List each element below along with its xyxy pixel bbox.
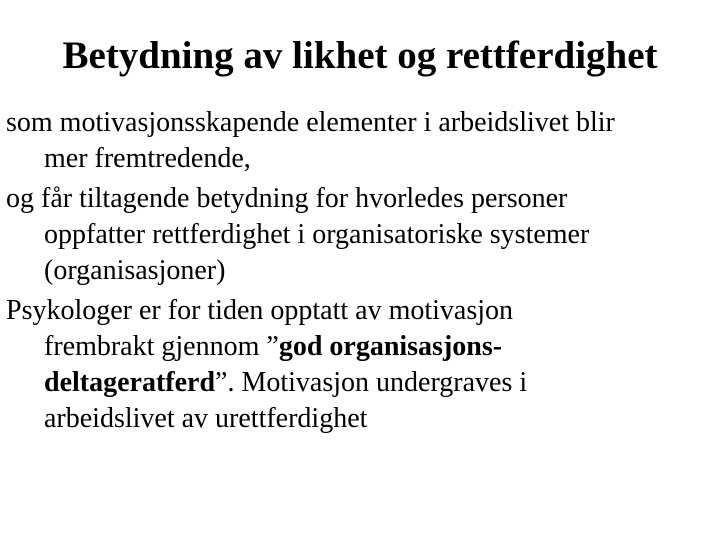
paragraph-3-suffix: ”. Motivasjon undergraves i	[215, 367, 528, 398]
paragraph-psychologists	[6, 293, 716, 437]
paragraph-1-line-2: mer fremtredende,	[44, 143, 251, 174]
paragraph-3-line-1: Psykologer er for tiden opptatt av motivasjon	[6, 295, 514, 326]
paragraph-3-line-last: arbeidslivet av urettferdighet	[44, 403, 368, 434]
slide-title: Betydning av likhet og rettferdighet	[62, 34, 658, 77]
paragraph-3-prefix: frembrakt gjennom ”	[44, 331, 279, 362]
paragraph-3-bold-term-1: god organisasjons-	[278, 331, 503, 362]
paragraph-2-line-3: (organisasjoner)	[44, 255, 226, 286]
paragraph-1-line-1: som motivasjonsskapende elementer i arbeidslivet blir	[6, 107, 615, 138]
paragraph-3-bold-term-2: deltageratferd	[44, 367, 216, 398]
paragraph-2-line-1: og får tiltagende betydning for hvorledes personer	[6, 183, 568, 214]
slide-body	[6, 105, 716, 441]
paragraph-justice-perception	[6, 181, 716, 289]
paragraph-motivation-elements	[6, 105, 716, 177]
paragraph-2-line-2: oppfatter rettferdighet i organisatoriske systemer	[44, 219, 590, 250]
